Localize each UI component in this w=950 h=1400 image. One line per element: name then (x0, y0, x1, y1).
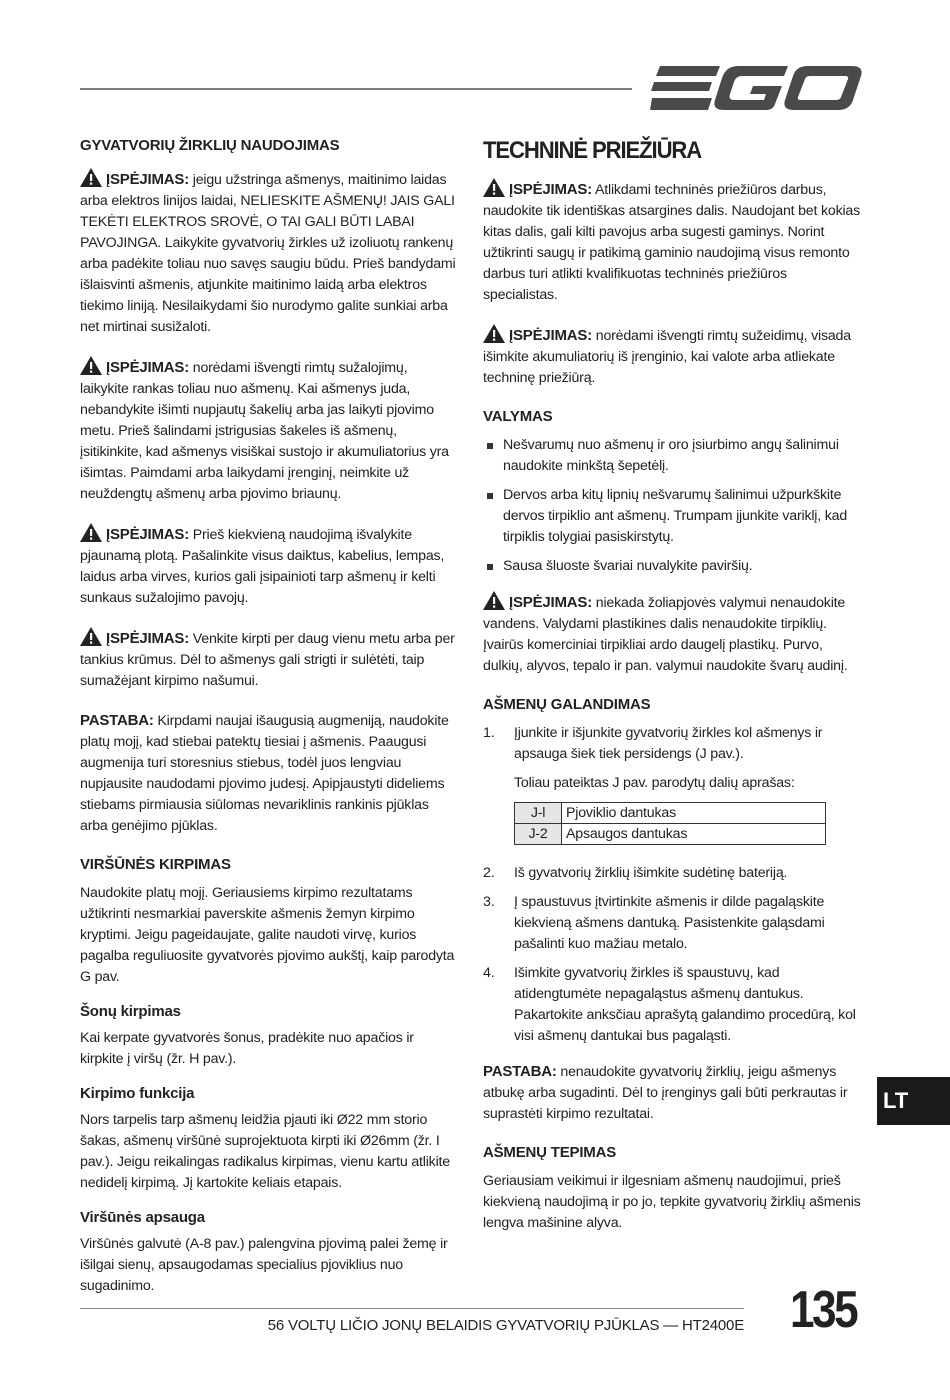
warning-triangle-icon (80, 627, 102, 646)
list-item (483, 892, 861, 955)
warning-text: Prieš kiekvieną naudojimą išvalykite pjaunamą plotą. Pašalinkite visus daiktus, kabelius, lempas, laidus arba virves, kurios gali įsipainioti tarp ašmenų ir kelti sunkaus sužalojimo pavojų. (80, 527, 445, 606)
warning-label: ĮSPĖJIMAS: (509, 594, 593, 611)
warning-triangle-icon (80, 356, 102, 375)
table-row (515, 824, 826, 845)
warning-text: niekada žoliapjovės valymui nenaudokite vandens. Valydami plastikines dalis nenaudokite tirpiklių. Įvairūs komerciniai tirpikliai ardo daugelį plastikų. Purvo, dulkių, alyvos, tepalo ir pan. valymui naudokite švarų audinį. (483, 595, 848, 674)
warning-label: ĮSPĖJIMAS: (106, 526, 190, 543)
lubrication-text: Geriausiam veikimui ir ilgesniam ašmenų naudojimui, prieš kiekvieną naudojimą ir po jo, tepkite gyvatvorių žirklių ašmenis lengva mašinine alyva. (483, 1173, 861, 1231)
step-number: 4. (483, 965, 495, 981)
note-text: Kirpdami naujai išaugusią augmeniją, naudokite platų mojį, kad stiebai patektų tiesiai į ašmenis. Paaugusi augmenija turi storesnius stiebus, todėl juos lengviau nupjausite naudodami pjovimo judesį. Apipjaustyti dideliems stiebams pirmiausia siūlomas nevariklinis rankinis pjūklas arba genėjimo pjūklas. (80, 713, 449, 834)
step-number: 1. (483, 725, 495, 741)
section-title-sharpening: AŠMENŲ GALANDIMAS (483, 696, 651, 713)
list-item: Sausa šluoste švariai nuvalykite paviršių. (483, 556, 861, 577)
section-title-cleaning: VALYMAS (483, 408, 553, 425)
warning-triangle-icon (483, 591, 505, 610)
table-cell-key: J-2 (515, 824, 562, 845)
top-cut-text: Naudokite platų mojį. Geriausiems kirpimo rezultatams užtikrinti nesmarkiai paverskite ašmenis žemyn kirpimo kryptimi. Jeigu pageidaujate, galite naudoti virvę, kurios pagalba reguliuosite gyvatvorės pjovimo aukštį, kaip parodyta G pav. (80, 885, 455, 985)
main-title-maintenance: TECHNINĖ PRIEŽIŪRA (483, 137, 702, 164)
right-column (483, 128, 861, 1248)
list-item (483, 723, 861, 765)
ego-logo (650, 64, 862, 112)
warning-label: ĮSPĖJIMAS: (509, 327, 593, 344)
warning-triangle-icon (483, 324, 505, 343)
warning-label: ĮSPĖJIMAS: (509, 181, 593, 198)
note-label: PASTABA: (80, 712, 154, 729)
table-intro: Toliau pateiktas J pav. parodytų dalių aprašas: (514, 775, 795, 791)
warning-text: jeigu užstringa ašmenys, maitinimo laidas arba elektros linijos laidai, NELIESKITE AŠMENŲ! JAIS GALI TEKĖTI ELEKTROS SROVĖ, O TAI GALI BŪTI LABAI PAVOJINGA. Laikykite gyvatvorių žirkles už izoliuotų rankenų arba padėkite toliau nuo savęs saugiu būdu. Prieš bandydami išlaisvinti ašmenis, atjunkite maitinimo laidą arba elektros tiekimo liniją. Nesilaikydami šio nurodymo galite sunkiai arba net mirtinai susižaloti. (80, 172, 456, 335)
warning-paragraph (80, 627, 458, 692)
subsection-title-side-cut: Šonų kirpimas (80, 1003, 181, 1020)
cut-function-text: Nors tarpelis tarp ašmenų leidžia pjauti iki Ø22 mm storio šakas, ašmenų viršūnė suprojektuota kirpti iki Ø26mm (žr. I pav.). Jeigu reikalingas radikalus kirpimas, vienu kartu atlikite nedidelį kirpimą. Jį kartokite keliais etapais. (80, 1112, 450, 1191)
warning-paragraph (483, 178, 861, 306)
list-item: Nešvarumų nuo ašmenų ir oro įsiurbimo angų šalinimui naudokite minkštą šepetėlį. (483, 435, 861, 477)
warning-triangle-icon (80, 523, 102, 542)
note-paragraph (483, 1061, 861, 1125)
header-rule (80, 88, 632, 90)
warning-text: Atlikdami techninės priežiūros darbus, naudokite tik identiškas atsargines dalis. Naudojant bet kokias kitas dalis, gali kilti pavojus arba sugesti gaminys. Norint užtikrinti saugų ir patikimą gaminio naudojimą visus remonto darbus turi atlikti kvalifikuotas techninės priežiūros specialistas. (483, 182, 860, 303)
warning-paragraph (483, 324, 861, 389)
table-cell-value: Apsaugos dantukas (562, 824, 826, 845)
list-item (483, 963, 861, 1047)
warning-paragraph (80, 523, 458, 609)
parts-table (514, 802, 826, 845)
step-text: Išimkite gyvatvorių žirkles iš spaustuvų, kad atidengtumėte nepagaląstus ašmenų dantukus. Pakartokite anksčiau aprašytą galandimo procedūrą, kol visi ašmenų dantukai bus pagaląsti. (514, 965, 856, 1044)
step-number: 2. (483, 865, 495, 881)
footer-title: 56 VOLTŲ LIČIO JONŲ BELAIDIS GYVATVORIŲ PJŪKLAS — HT2400E (267, 1317, 744, 1334)
section-title-usage: GYVATVORIŲ ŽIRKLIŲ NAUDOJIMAS (80, 137, 340, 154)
step-text: Į spaustuvus įtvirtinkite ašmenis ir dilde pagaląskite kiekvieną ašmens dantuką. Pasistenkite galąsdami pašalinti kuo mažiau metalo. (514, 894, 825, 952)
list-item (483, 863, 861, 884)
side-cut-text: Kai kerpate gyvatvorės šonus, pradėkite nuo apačios ir kirpkite į viršų (žr. H pav.). (80, 1030, 414, 1067)
warning-triangle-icon (80, 168, 102, 187)
table-row (515, 803, 826, 824)
note-text: nenaudokite gyvatvorių žirklių, jeigu ašmenys atbukę arba sugadinti. Dėl to įrenginys gali būti perkrautas ir suprastėti kirpimo rezultatai. (483, 1064, 848, 1122)
table-cell-key: J-l (515, 803, 562, 824)
warning-text: norėdami išvengti rimtų sužeidimų, visada išimkite akumuliatorių iš įrenginio, kai valote arba atliekate techninę priežiūrą. (483, 328, 851, 386)
subsection-title-cut-function: Kirpimo funkcija (80, 1085, 195, 1102)
sharpening-steps (483, 723, 861, 765)
note-paragraph (80, 710, 458, 837)
step-text: Įjunkite ir išjunkite gyvatvorių žirkles kol ašmenys ir apsauga šiek tiek persidengs (J pav.). (514, 725, 823, 762)
warning-paragraph (80, 356, 458, 505)
note-label: PASTABA: (483, 1063, 557, 1080)
warning-triangle-icon (483, 178, 505, 197)
warning-paragraph (483, 591, 861, 677)
page-number: 135 (790, 1281, 857, 1339)
warning-text: norėdami išvengti rimtų sužalojimų, laikykite rankas toliau nuo ašmenų. Kai ašmenys juda, nebandykite išimti nupjautų šakelių arba jas laikyti pjovimo metu. Prieš šalindami įstrigusias šakeles iš ašmenų, įsitikinkite, kad ašmenys visiškai sustojo ir akumuliatorius yra išimtas. Paimdami arba laikydami įrenginį, neimkite už neuždengtų ašmenų arba pjovimo briaunų. (80, 360, 449, 502)
warning-text: Venkite kirpti per daug vienu metu arba per tankius krūmus. Dėl to ašmenys gali strigti ir sulėtėti, taip sumažėjant kirpimo našumui. (80, 631, 455, 689)
step-number: 3. (483, 894, 495, 910)
section-title-lubrication: AŠMENŲ TEPIMAS (483, 1144, 617, 1161)
table-cell-value: Pjoviklio dantukas (562, 803, 826, 824)
footer-rule (80, 1308, 744, 1309)
tip-guard-text: Viršūnės galvutė (A-8 pav.) palengvina pjovimą palei žemę ir išilgai sienų, apsaugodamas specialius pjoviklius nuo sugadinimo. (80, 1236, 448, 1294)
warning-label: ĮSPĖJIMAS: (106, 630, 190, 647)
subsection-title-tip-guard: Viršūnės apsauga (80, 1209, 205, 1226)
warning-label: ĮSPĖJIMAS: (106, 359, 190, 376)
warning-label: ĮSPĖJIMAS: (106, 171, 190, 188)
list-item: Dervos arba kitų lipnių nešvarumų šalinimui užpurkškite dervos tirpiklio ant ašmenų. Trumpam įjunkite variklį, kad tirpiklis tolygiai pasiskirstytų. (483, 485, 861, 548)
language-tab: LT (877, 1077, 950, 1125)
left-column (80, 128, 458, 1311)
warning-paragraph (80, 168, 458, 338)
sharpening-steps-cont (483, 863, 861, 1047)
section-title-top-cut: VIRŠŪNĖS KIRPIMAS (80, 856, 231, 873)
cleaning-list (483, 435, 861, 577)
step-text: Iš gyvatvorių žirklių išimkite sudėtinę bateriją. (514, 865, 788, 881)
